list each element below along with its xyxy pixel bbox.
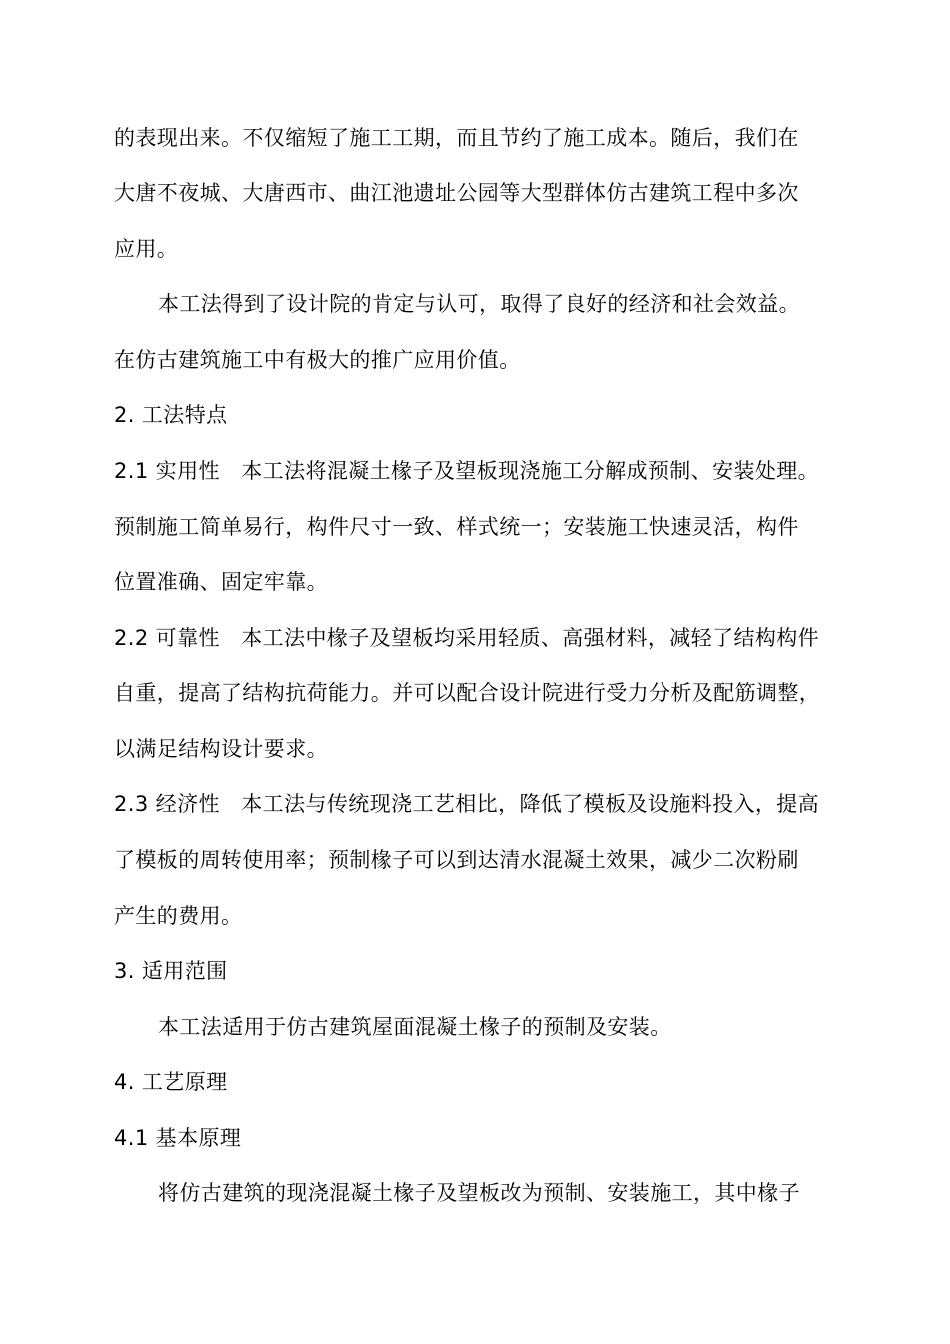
body-text-line: 在仿古建筑施工中有极大的推广应用价值。 [114, 348, 521, 372]
paragraph-first-line: 本工法得到了设计院的肯定与认可，取得了良好的经济和社会效益。 [158, 292, 800, 316]
section-heading: 4. 工艺原理 [114, 1070, 228, 1094]
subsection-heading: 4.1 基本原理 [114, 1126, 242, 1150]
body-text-line: 了模板的周转使用率；预制椽子可以到达清水混凝土效果，减少二次粉刷 [114, 848, 799, 872]
body-text-line: 位置准确、固定牢靠。 [114, 570, 328, 594]
paragraph-first-line: 将仿古建筑的现浇混凝土椽子及望板改为预制、安装施工，其中椽子 [158, 1181, 800, 1205]
body-text-line: 产生的费用。 [114, 904, 243, 928]
subsection-line: 2.1 实用性 本工法将混凝土椽子及望板现浇施工分解成预制、安装处理。 [114, 459, 820, 483]
body-text-line: 以满足结构设计要求。 [114, 737, 328, 761]
body-text-line: 预制施工简单易行，构件尺寸一致、样式统一；安装施工快速灵活，构件 [114, 515, 799, 539]
section-heading: 3. 适用范围 [114, 959, 228, 983]
body-text-line: 应用。 [114, 237, 179, 261]
subsection-line: 2.3 经济性 本工法与传统现浇工艺相比，降低了模板及设施料投入，提高 [114, 792, 820, 816]
body-text-line: 大唐不夜城、大唐西市、曲江池遗址公园等大型群体仿古建筑工程中多次 [114, 181, 799, 205]
paragraph-first-line: 本工法适用于仿古建筑屋面混凝土椽子的预制及安装。 [158, 1015, 672, 1039]
section-heading: 2. 工法特点 [114, 403, 228, 427]
body-text-line: 的表现出来。不仅缩短了施工工期，而且节约了施工成本。随后，我们在 [114, 126, 799, 150]
subsection-line: 2.2 可靠性 本工法中椽子及望板均采用轻质、高强材料，减轻了结构构件 [114, 626, 820, 650]
body-text-line: 自重，提高了结构抗荷能力。并可以配合设计院进行受力分析及配筋调整， [114, 681, 821, 705]
